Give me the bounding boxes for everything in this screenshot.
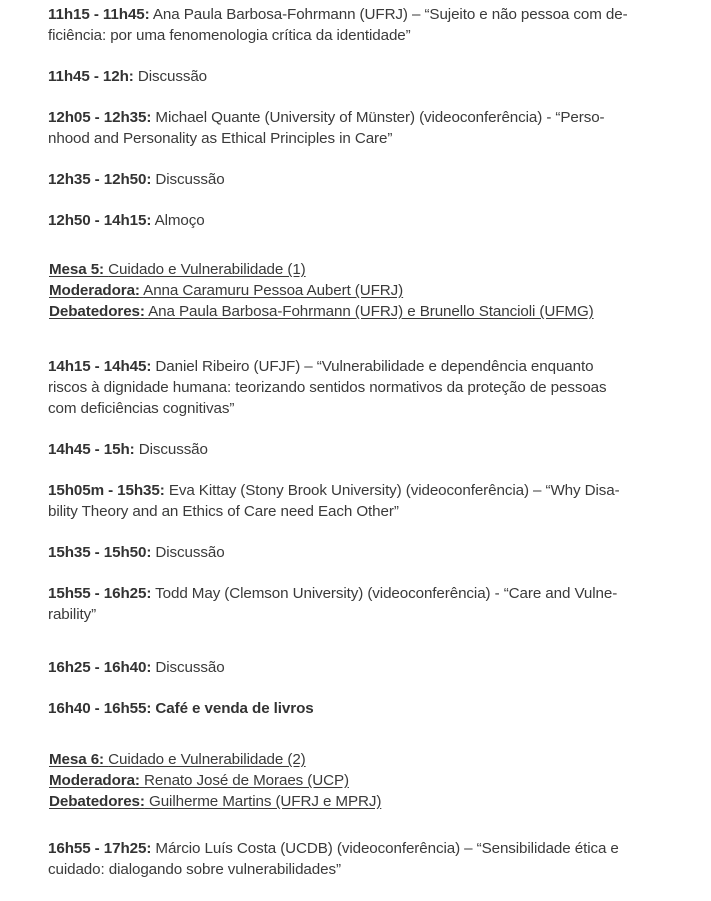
schedule-entry [48, 838, 688, 880]
session-panel [49, 749, 688, 812]
entry-text: Michael Quante (University of Münster) (videoconferência) - “Perso- nhood and Personality as Ethical Principles in Care” [48, 109, 605, 147]
schedule-entry [48, 66, 688, 87]
entry-text: Almoço [154, 212, 205, 229]
debaters-label: Debatedores: [49, 793, 145, 810]
schedule-entry [48, 542, 688, 563]
session-panel [49, 259, 688, 322]
session-label: Mesa 5: [49, 261, 105, 278]
moderator-label: Moderadora: [49, 282, 140, 299]
schedule-entry [48, 169, 688, 190]
entry-text: Eva Kittay (Stony Brook University) (videoconferência) – “Why Disa- bility Theory and an Ethics of Care need Each Other” [48, 482, 620, 520]
debaters-label: Debatedores: [49, 303, 145, 320]
schedule-entry [48, 657, 688, 678]
entry-time: 15h35 - 15h50: [48, 544, 152, 561]
schedule-entry [48, 480, 688, 522]
entry-time: 16h40 - 16h55: [48, 700, 152, 717]
debaters-value: Guilherme Martins (UFRJ e MPRJ) [148, 793, 382, 810]
entry-text: Ana Paula Barbosa-Fohrmann (UFRJ) – “Sujeito e não pessoa com de- ficiência: por uma fenomenologia crítica da identidade” [48, 6, 628, 44]
entry-text: Discussão [137, 68, 208, 85]
session-label: Mesa 6: [49, 751, 105, 768]
session-title-line [49, 259, 688, 280]
debaters-line [49, 301, 688, 322]
entry-time: 15h55 - 16h25: [48, 585, 152, 602]
entry-text: Café e venda de livros [155, 700, 314, 717]
entry-time: 11h15 - 11h45: [48, 6, 150, 23]
entry-text: Márcio Luís Costa (UCDB) (videoconferência) – “Sensibilidade ética e cuidado: dialogando sobre vulnerabilidades” [48, 840, 619, 878]
schedule-entry [48, 107, 688, 149]
entry-time: 14h45 - 15h: [48, 441, 135, 458]
schedule-entry [48, 698, 688, 719]
entry-text: Todd May (Clemson University) (videoconferência) - “Care and Vulne- rability” [48, 585, 618, 623]
moderator-value: Renato José de Moraes (UCP) [144, 772, 349, 789]
schedule-entry [48, 583, 688, 625]
moderator-line [49, 280, 688, 301]
entry-text: Discussão [155, 171, 225, 188]
moderator-value: Anna Caramuru Pessoa Aubert (UFRJ) [143, 282, 404, 299]
entry-time: 16h25 - 16h40: [48, 659, 152, 676]
entry-time: 12h05 - 12h35: [48, 109, 152, 126]
entry-time: 14h15 - 14h45: [48, 358, 152, 375]
entry-time: 12h35 - 12h50: [48, 171, 152, 188]
entry-text: Discussão [155, 659, 225, 676]
session-value: Cuidado e Vulnerabilidade (1) [108, 261, 306, 278]
entry-time: 11h45 - 12h: [48, 68, 134, 85]
moderator-label: Moderadora: [49, 772, 140, 789]
entry-time: 15h05m - 15h35: [48, 482, 165, 499]
program-schedule [48, 4, 688, 900]
moderator-line [49, 770, 688, 791]
entry-text: Discussão [155, 544, 225, 561]
debaters-value: Ana Paula Barbosa-Fohrmann (UFRJ) e Brunello Stancioli (UFMG) [148, 303, 594, 320]
entry-text: Discussão [138, 441, 208, 458]
debaters-line [49, 791, 688, 812]
entry-text: Daniel Ribeiro (UFJF) – “Vulnerabilidade e dependência enquanto riscos à dignidade humana: teorizando sentidos normativos da proteção de pessoas com deficiências cognitivas” [48, 358, 607, 417]
entry-time: 16h55 - 17h25: [48, 840, 152, 857]
session-title-line [49, 749, 688, 770]
entry-time: 12h50 - 14h15: [48, 212, 152, 229]
schedule-entry [48, 210, 688, 231]
session-value: Cuidado e Vulnerabilidade (2) [108, 751, 306, 768]
schedule-entry [48, 4, 688, 46]
schedule-entry [48, 356, 688, 419]
schedule-entry [48, 439, 688, 460]
